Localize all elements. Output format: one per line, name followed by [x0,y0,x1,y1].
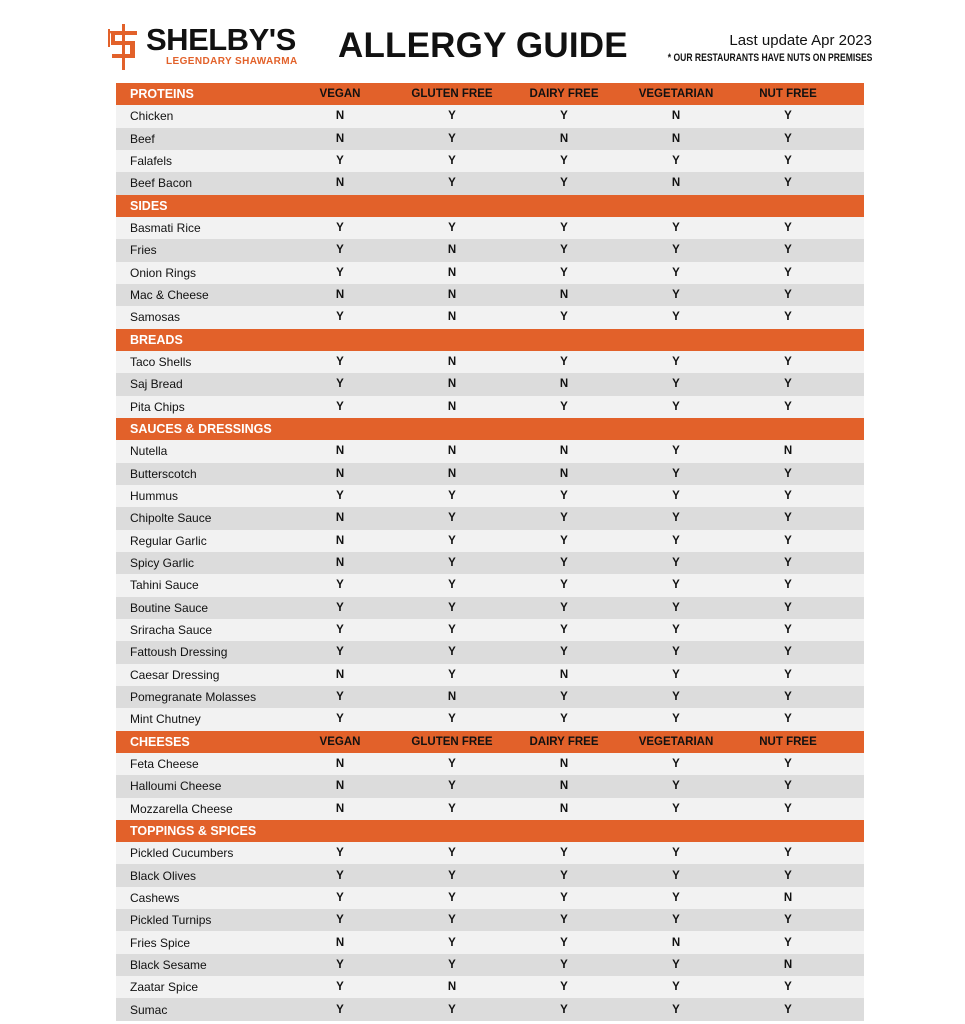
item-value: Y [784,847,792,860]
item-value: Y [672,244,680,257]
item-value: N [559,132,569,145]
table-row [116,998,864,1020]
item-name: Samosas [130,310,181,325]
item-value: Y [560,534,568,547]
item-value: Y [336,311,344,324]
item-value: N [671,132,681,145]
item-value: Y [672,557,680,570]
table-row [116,396,864,418]
item-value: Y [672,490,680,503]
item-value: Y [784,266,792,279]
column-header: NUT FREE [759,88,817,101]
item-value: N [447,289,457,302]
table-row [116,351,864,373]
item-value: N [335,780,345,793]
section-title: CHEESES [130,734,190,749]
item-value: Y [448,646,456,659]
table-row [116,306,864,328]
item-value: Y [784,557,792,570]
item-name: Cashews [130,890,180,905]
item-value: Y [560,646,568,659]
item-value: Y [784,289,792,302]
section-header-toppings-spices [116,820,864,842]
item-value: Y [560,266,568,279]
item-name: Caesar Dressing [130,667,220,682]
item-name: Butterscotch [130,466,197,481]
item-value: Y [336,958,344,971]
item-value: Y [784,132,792,145]
item-value: Y [784,869,792,882]
item-value: Y [784,311,792,324]
item-name: Chicken [130,109,174,124]
table-row [116,530,864,552]
item-value: N [447,691,457,704]
item-value: Y [784,579,792,592]
item-value: Y [672,356,680,369]
item-value: Y [784,601,792,614]
item-value: Y [784,512,792,525]
last-update-text: Last update Apr 2023 [729,32,872,49]
table-row [116,552,864,574]
item-value: Y [784,110,792,123]
section-title: SAUCES & DRESSINGS [130,422,272,437]
item-name: Chipolte Sauce [130,511,212,526]
item-value: Y [672,378,680,391]
item-name: Mint Chutney [130,712,201,727]
item-value: Y [336,869,344,882]
item-value: Y [448,958,456,971]
item-name: Pickled Turnips [130,913,212,928]
item-value: Y [784,534,792,547]
item-value: Y [672,891,680,904]
item-value: Y [672,869,680,882]
item-value: Y [672,780,680,793]
item-value: N [447,467,457,480]
item-value: Y [448,557,456,570]
item-value: Y [784,936,792,949]
item-value: Y [784,646,792,659]
table-row [116,172,864,194]
column-header: VEGAN [319,735,361,748]
item-value: Y [672,668,680,681]
table-row [116,842,864,864]
item-value: Y [784,1003,792,1016]
item-name: Sumac [130,1002,168,1017]
item-value: Y [784,758,792,770]
column-header: NUT FREE [759,735,817,748]
table-row [116,686,864,708]
item-value: Y [784,467,792,480]
item-value: Y [560,891,568,904]
item-value: Y [672,289,680,302]
item-value: N [783,958,793,971]
item-value: Y [672,914,680,927]
brand-name: SHELBY'S [146,22,296,57]
section-title: TOPPINGS & SPICES [130,823,257,838]
column-header: VEGETARIAN [638,735,714,748]
item-value: N [335,512,345,525]
item-value: N [335,445,345,458]
section-header-sauces-dressings [116,418,864,440]
column-header: VEGETARIAN [638,88,714,101]
item-name: Falafels [130,154,173,169]
section-title: PROTEINS [130,87,194,102]
table-row [116,775,864,797]
item-value: Y [784,155,792,168]
item-value: Y [784,691,792,704]
item-value: Y [448,869,456,882]
table-row [116,262,864,284]
item-name: Nutella [130,444,168,459]
item-value: Y [560,557,568,570]
table-row [116,887,864,909]
item-value: Y [784,668,792,681]
table-row [116,909,864,931]
item-name: Halloumi Cheese [130,779,222,794]
item-value: Y [672,691,680,704]
item-value: Y [672,601,680,614]
item-value: Y [672,758,680,770]
allergy-table [116,83,864,1021]
item-value: N [559,445,569,458]
table-row [116,708,864,730]
table-row [116,931,864,953]
item-value: Y [336,1003,344,1016]
item-value: Y [336,981,344,994]
item-name: Regular Garlic [130,533,207,548]
section-header-cheeses [116,731,864,753]
item-value: Y [560,624,568,637]
section-header-sides [116,195,864,217]
item-value: Y [448,802,456,815]
section-header-proteins [116,83,864,105]
item-value: N [335,289,345,302]
item-value: Y [336,244,344,257]
item-name: Zaatar Spice [130,980,199,995]
item-name: Beef [130,131,155,146]
item-value: Y [560,869,568,882]
item-name: Sriracha Sauce [130,623,213,638]
item-value: Y [784,780,792,793]
table-row [116,641,864,663]
item-value: N [335,936,345,949]
item-name: Fries [130,243,157,258]
item-value: Y [672,624,680,637]
item-value: Y [448,780,456,793]
column-header: DAIRY FREE [529,88,599,101]
item-value: Y [560,914,568,927]
item-value: Y [784,400,792,413]
item-value: Y [336,378,344,391]
table-row [116,485,864,507]
item-value: N [559,780,569,793]
table-row [116,284,864,306]
item-value: Y [560,981,568,994]
item-value: Y [336,579,344,592]
item-value: N [335,668,345,681]
item-name: Pickled Cucumbers [130,846,234,861]
item-value: N [671,936,681,949]
item-value: Y [560,512,568,525]
item-value: N [559,758,569,770]
item-value: Y [560,1003,568,1016]
item-name: Spicy Garlic [130,556,195,571]
item-name: Taco Shells [130,355,192,370]
item-value: N [559,378,569,391]
item-value: Y [336,222,344,235]
item-value: N [335,802,345,815]
item-value: Y [784,802,792,815]
item-value: Y [448,490,456,503]
item-name: Fattoush Dressing [130,645,228,660]
item-value: Y [560,311,568,324]
item-name: Black Sesame [130,957,207,972]
item-value: Y [672,802,680,815]
item-value: Y [336,914,344,927]
page-header [0,0,965,82]
item-value: N [447,378,457,391]
item-name: Onion Rings [130,265,197,280]
item-value: N [559,467,569,480]
table-row [116,864,864,886]
item-value: Y [672,266,680,279]
item-value: Y [672,981,680,994]
item-value: Y [448,155,456,168]
item-value: Y [784,981,792,994]
item-value: Y [336,356,344,369]
item-value: N [783,891,793,904]
table-row [116,373,864,395]
item-value: N [335,758,345,770]
item-value: N [559,802,569,815]
item-value: Y [336,490,344,503]
item-value: Y [336,847,344,860]
item-value: Y [672,222,680,235]
table-row [116,574,864,596]
item-value: N [335,467,345,480]
table-row [116,798,864,820]
item-value: Y [560,713,568,726]
item-value: Y [672,579,680,592]
table-row [116,105,864,127]
item-value: Y [336,691,344,704]
item-name: Basmati Rice [130,221,201,236]
item-value: Y [672,512,680,525]
section-header-breads [116,329,864,351]
item-value: Y [560,244,568,257]
item-value: Y [784,177,792,190]
item-value: Y [672,958,680,971]
item-value: Y [672,311,680,324]
table-row [116,150,864,172]
shawarma-spit-icon [106,24,140,70]
item-value: Y [560,177,568,190]
table-row [116,597,864,619]
item-value: Y [448,758,456,770]
item-value: Y [336,601,344,614]
item-value: Y [560,847,568,860]
item-value: Y [672,713,680,726]
item-value: Y [784,490,792,503]
item-value: Y [448,936,456,949]
item-value: Y [336,624,344,637]
item-value: N [447,311,457,324]
item-value: N [335,110,345,123]
item-value: Y [784,713,792,726]
item-value: N [783,445,793,458]
item-value: Y [672,467,680,480]
item-name: Pomegranate Molasses [130,690,257,705]
item-value: Y [336,713,344,726]
item-value: Y [672,400,680,413]
item-value: Y [560,400,568,413]
item-value: Y [784,914,792,927]
item-value: N [447,981,457,994]
item-value: Y [448,222,456,235]
item-value: Y [784,356,792,369]
page-title: ALLERGY GUIDE [338,26,628,65]
table-row [116,976,864,998]
item-value: N [447,400,457,413]
item-value: N [335,534,345,547]
section-title: SIDES [130,198,168,213]
item-value: Y [448,914,456,927]
item-value: N [447,244,457,257]
item-value: Y [784,624,792,637]
item-value: Y [448,891,456,904]
item-value: Y [448,534,456,547]
item-value: N [335,177,345,190]
item-value: Y [560,579,568,592]
item-value: Y [560,110,568,123]
item-value: Y [560,155,568,168]
item-value: Y [448,624,456,637]
item-value: Y [672,646,680,659]
item-value: N [335,132,345,145]
item-value: Y [672,445,680,458]
item-name: Pita Chips [130,399,185,414]
item-value: Y [336,400,344,413]
item-value: Y [560,222,568,235]
item-value: Y [560,936,568,949]
item-name: Boutine Sauce [130,600,209,615]
item-name: Beef Bacon [130,176,193,191]
item-value: Y [560,958,568,971]
item-value: Y [336,266,344,279]
item-value: N [559,289,569,302]
item-value: N [559,668,569,681]
table-row [116,753,864,775]
column-header: DAIRY FREE [529,735,599,748]
item-value: Y [448,177,456,190]
item-value: Y [448,579,456,592]
column-header: GLUTEN FREE [411,735,493,748]
item-value: Y [448,847,456,860]
brand-logo [106,24,306,74]
column-header: GLUTEN FREE [411,88,493,101]
item-value: Y [448,512,456,525]
item-name: Black Olives [130,868,197,883]
item-name: Feta Cheese [130,757,199,771]
item-value: Y [672,847,680,860]
item-value: Y [448,668,456,681]
item-value: N [671,177,681,190]
table-row [116,128,864,150]
item-value: N [671,110,681,123]
item-value: Y [560,490,568,503]
item-name: Mozzarella Cheese [130,801,233,816]
item-value: Y [560,356,568,369]
item-name: Hummus [130,489,179,504]
column-header: VEGAN [319,88,361,101]
item-value: Y [448,601,456,614]
item-value: Y [672,1003,680,1016]
item-value: Y [560,601,568,614]
item-name: Tahini Sauce [130,578,199,593]
item-value: Y [336,646,344,659]
table-row [116,217,864,239]
brand-tagline: LEGENDARY SHAWARMA [166,56,298,67]
table-row [116,619,864,641]
item-value: Y [672,155,680,168]
item-value: Y [784,244,792,257]
item-value: Y [448,713,456,726]
item-value: Y [448,110,456,123]
item-value: Y [784,222,792,235]
item-name: Saj Bread [130,377,183,392]
item-value: N [447,356,457,369]
table-row [116,239,864,261]
item-value: N [335,557,345,570]
item-value: N [447,266,457,279]
table-row [116,954,864,976]
item-value: N [447,445,457,458]
nut-notice: * OUR RESTAURANTS HAVE NUTS ON PREMISES [667,52,872,64]
item-value: Y [336,891,344,904]
item-value: Y [672,534,680,547]
item-value: Y [448,132,456,145]
item-name: Mac & Cheese [130,288,209,303]
table-row [116,507,864,529]
item-name: Fries Spice [130,935,191,950]
item-value: Y [336,155,344,168]
section-title: BREADS [130,332,183,347]
table-row [116,664,864,686]
table-row [116,440,864,462]
item-value: Y [784,378,792,391]
item-value: Y [448,1003,456,1016]
item-value: Y [560,691,568,704]
table-row [116,463,864,485]
